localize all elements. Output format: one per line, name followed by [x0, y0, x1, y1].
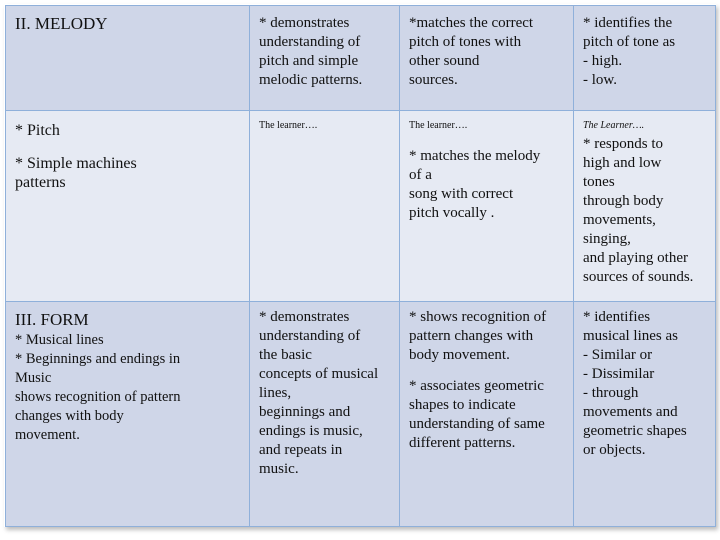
form-content-standard: * demonstrates understanding of the basic concepts of musical lines, beginnings and endings is music, and repeats in music. [259, 309, 379, 477]
cell-melody-topic [6, 6, 250, 111]
melody-competency: * identifies the pitch of tone as - high. - low. [583, 15, 676, 88]
form-heading: III. FORM [15, 310, 89, 329]
pitch-learner-note-3: The Learner…. [583, 120, 645, 131]
pitch-learner-note-2: The learner…. [409, 120, 468, 131]
form-subtopics: * Musical lines * Beginnings and endings in Music shows recognition of pattern changes with body movement. [15, 332, 181, 443]
pitch-competency: * responds to high and low tones through body movements, singing, and playing other sources of sounds. [583, 136, 694, 285]
cell-form-performance [400, 302, 574, 527]
cell-pitch-content [250, 111, 400, 302]
cell-pitch-competency [574, 111, 716, 302]
table-row-pitch [6, 111, 716, 302]
table-row-form [6, 302, 716, 527]
curriculum-table [5, 5, 716, 527]
pitch-learner-note: The learner…. [259, 120, 318, 131]
melody-heading: II. MELODY [15, 14, 108, 33]
pitch-performance-standard: * matches the melody of a song with correct pitch vocally . [409, 148, 541, 221]
melody-performance-standard: *matches the correct pitch of tones with other sound sources. [409, 15, 534, 88]
cell-melody-competency [574, 6, 716, 111]
cell-form-topic [6, 302, 250, 527]
cell-form-content [250, 302, 400, 527]
cell-melody-content [250, 6, 400, 111]
pitch-label: * Pitch [15, 122, 60, 139]
cell-pitch-topic [6, 111, 250, 302]
simple-machines-label: * Simple machines patterns [15, 155, 137, 191]
cell-pitch-performance [400, 111, 574, 302]
cell-melody-performance [400, 6, 574, 111]
cell-form-competency [574, 302, 716, 527]
table-row-melody [6, 6, 716, 111]
form-performance-standard-b: * associates geometric shapes to indicate understanding of same different patterns. [409, 378, 545, 451]
form-competency: * identifies musical lines as - Similar or - Dissimilar - through movements and geometric shapes or objects. [583, 309, 687, 458]
melody-content-standard: * demonstrates understanding of pitch and simple melodic patterns. [259, 15, 363, 88]
form-performance-standard-a: * shows recognition of pattern changes with body movement. [409, 309, 547, 363]
